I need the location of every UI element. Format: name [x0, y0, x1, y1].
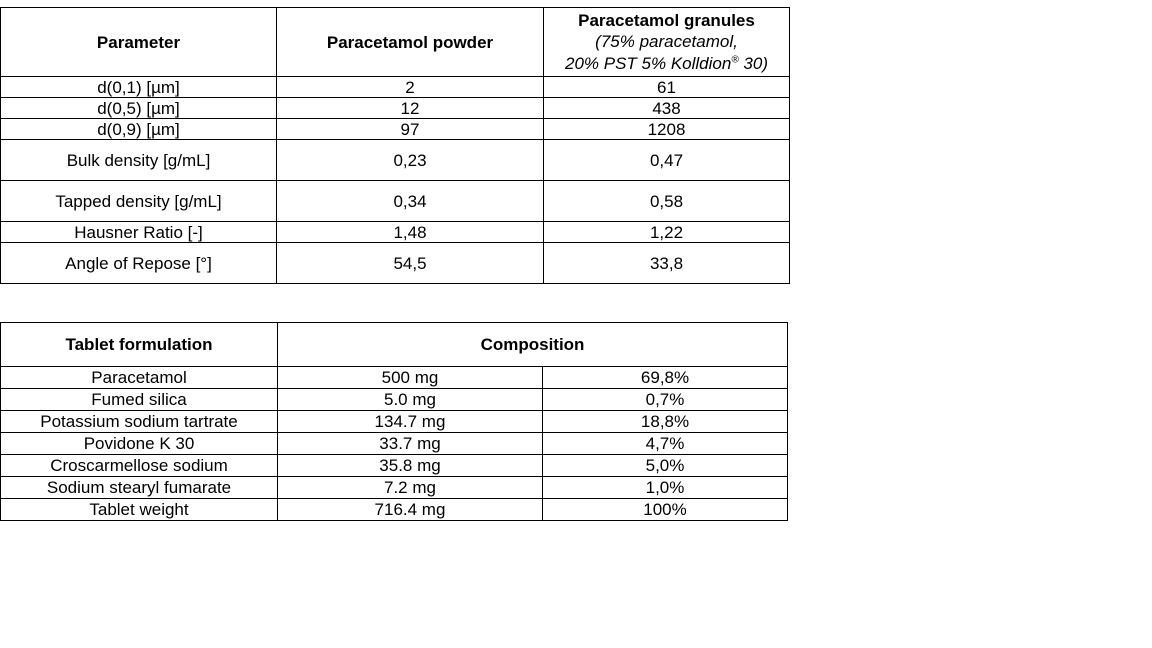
powder-value: 12 — [277, 98, 544, 119]
param-cell: Tapped density [g/mL] — [1, 181, 277, 222]
ingredient-mass: 716.4 mg — [278, 499, 543, 521]
ingredient-percent: 100% — [543, 499, 788, 521]
granules-line2-suffix: 30) — [738, 53, 768, 73]
registered-mark: ® — [731, 53, 739, 65]
header-parameter: Parameter — [1, 8, 277, 77]
ingredient-mass: 500 mg — [278, 367, 543, 389]
table-row — [1, 77, 790, 98]
param-cell: d(0,1) [µm] — [1, 77, 277, 98]
granules-subtitle-line1: (75% paracetamol, — [595, 32, 738, 52]
param-cell: Hausner Ratio [-] — [1, 222, 277, 243]
table-row — [1, 140, 790, 181]
ingredient-percent: 69,8% — [543, 367, 788, 389]
granules-value: 1208 — [544, 119, 790, 140]
granules-title: Paracetamol granules — [578, 11, 755, 31]
table-row — [1, 222, 790, 243]
ingredient-percent: 4,7% — [543, 433, 788, 455]
param-cell: Angle of Repose [°] — [1, 243, 277, 284]
powder-value: 54,5 — [277, 243, 544, 284]
ingredient-percent: 1,0% — [543, 477, 788, 499]
param-cell: Bulk density [g/mL] — [1, 140, 277, 181]
header-paracetamol-granules — [544, 8, 790, 77]
ingredient-percent: 18,8% — [543, 411, 788, 433]
ingredient-name: Tablet weight — [1, 499, 278, 521]
table-row — [1, 499, 788, 521]
table-row — [1, 367, 788, 389]
table2-header-row — [1, 323, 788, 367]
ingredient-percent: 5,0% — [543, 455, 788, 477]
table-row — [1, 243, 790, 284]
ingredient-mass: 33.7 mg — [278, 433, 543, 455]
ingredient-name: Povidone K 30 — [1, 433, 278, 455]
header-tablet-formulation: Tablet formulation — [1, 323, 278, 367]
powder-value: 0,23 — [277, 140, 544, 181]
table-row — [1, 477, 788, 499]
ingredient-name: Fumed silica — [1, 389, 278, 411]
granules-value: 438 — [544, 98, 790, 119]
powder-value: 1,48 — [277, 222, 544, 243]
ingredient-mass: 7.2 mg — [278, 477, 543, 499]
granules-value: 33,8 — [544, 243, 790, 284]
table-row — [1, 411, 788, 433]
granules-value: 0,47 — [544, 140, 790, 181]
powder-value: 2 — [277, 77, 544, 98]
ingredient-mass: 134.7 mg — [278, 411, 543, 433]
param-cell: d(0,9) [µm] — [1, 119, 277, 140]
ingredient-name: Sodium stearyl fumarate — [1, 477, 278, 499]
ingredient-name: Paracetamol — [1, 367, 278, 389]
table1-header-row — [1, 8, 790, 77]
header-paracetamol-powder: Paracetamol powder — [277, 8, 544, 77]
ingredient-name: Potassium sodium tartrate — [1, 411, 278, 433]
table-row — [1, 433, 788, 455]
table-row — [1, 119, 790, 140]
table-row — [1, 389, 788, 411]
powder-value: 0,34 — [277, 181, 544, 222]
ingredient-mass: 5.0 mg — [278, 389, 543, 411]
powder-properties-table — [0, 7, 790, 284]
powder-value: 97 — [277, 119, 544, 140]
param-cell: d(0,5) [µm] — [1, 98, 277, 119]
ingredient-name: Croscarmellose sodium — [1, 455, 278, 477]
granules-line2-text: 20% PST 5% Kolldion — [565, 53, 732, 73]
table-row — [1, 181, 790, 222]
ingredient-mass: 35.8 mg — [278, 455, 543, 477]
granules-value: 61 — [544, 77, 790, 98]
granules-subtitle-line2 — [565, 54, 768, 73]
granules-value: 0,58 — [544, 181, 790, 222]
ingredient-percent: 0,7% — [543, 389, 788, 411]
tablet-formulation-table — [0, 322, 788, 521]
table-row — [1, 455, 788, 477]
granules-value: 1,22 — [544, 222, 790, 243]
table-row — [1, 98, 790, 119]
header-composition: Composition — [278, 323, 788, 367]
